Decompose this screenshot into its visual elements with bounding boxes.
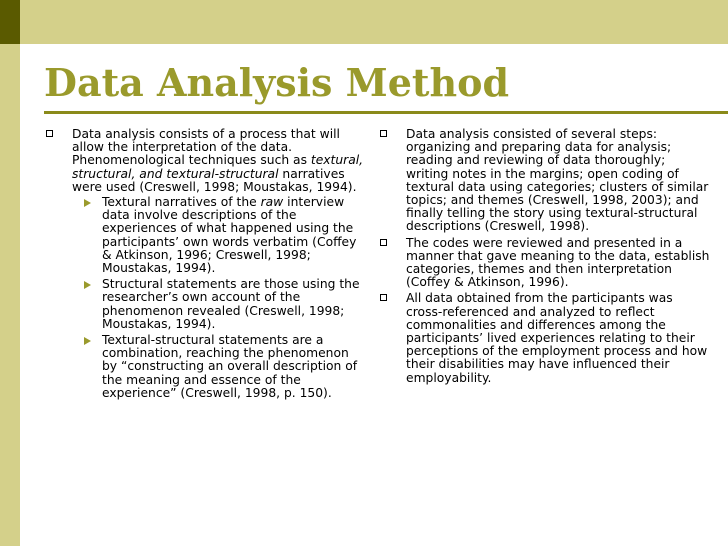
sub-bullet-textural — [76, 196, 364, 275]
bullet-text-part1: Data analysis consists of a process that will allow the interpretation of the data. Phenomenological techniques such as — [72, 127, 340, 168]
left-accent-bar — [0, 0, 20, 546]
bullet-text-emphasis: textural, structural, and textural-structural — [72, 153, 364, 181]
left-column — [46, 128, 364, 403]
title-underline — [44, 111, 728, 114]
bullet-text: All data obtained from the participants was cross-referenced and analyzed to reflect commonalities and differences among the participants’ lived experiences relating to their perceptions of the employment process and how their disabilities may have influenced their employability. — [406, 291, 708, 385]
square-bullet-icon — [380, 130, 387, 137]
sub-bullet-structural — [76, 278, 364, 331]
left-bar-dark — [0, 0, 20, 44]
bullet-cross-referenced — [380, 292, 710, 384]
sub-bullet-textural-structural — [76, 334, 364, 400]
slide-title: Data Analysis Method — [44, 60, 510, 105]
triangle-bullet-icon — [84, 281, 91, 289]
sub-bullet-text: Structural statements are those using the researcher’s own account of the phenomenon revealed (Creswell, 1998; Moustakas, 1994). — [102, 277, 360, 331]
left-bar-light — [0, 44, 20, 546]
bullet-text-part2: narratives were used (Creswell, 1998; Moustakas, 1994). — [72, 166, 357, 194]
top-accent-bar — [20, 0, 728, 44]
right-column — [380, 128, 710, 388]
sub-bullet-text: Textural-structural statements are a combination, reaching the phenomenon by “constructing an overall description of the meaning and essence of the experience” (Creswell, 1998, p. 150). — [102, 333, 358, 400]
sub-bullet-text-part1: Textural narratives of the — [102, 195, 261, 210]
bullet-text: The codes were reviewed and presented in a manner that gave meaning to the data, establish categories, themes and then interpretation (Coffey & Atkinson, 1996). — [406, 235, 710, 290]
bullet-analysis-steps — [380, 128, 710, 234]
bullet-codes-reviewed — [380, 237, 710, 290]
sub-bullet-text-part2: interview data involve descriptions of the experiences of what happened using the participants’ own words verbatim (Coffey & Atkinson, 1996; Creswell, 1998; Moustakas, 1994). — [102, 195, 357, 276]
triangle-bullet-icon — [84, 199, 91, 207]
square-bullet-icon — [46, 130, 53, 137]
square-bullet-icon — [380, 294, 387, 301]
sub-bullet-text-emphasis: raw — [260, 195, 284, 210]
triangle-bullet-icon — [84, 337, 91, 345]
bullet-data-analysis-process — [46, 128, 364, 400]
square-bullet-icon — [380, 239, 387, 246]
bullet-text: Data analysis consisted of several steps: organizing and preparing data for analysis; reading and reviewing of data thoroughly; writing notes in the margins; open coding of textural data using categories; clusters of similar topics; and themes (Creswell, 1998, 2003); and finally telling the story using textural-structural descriptions (Creswell, 1998). — [406, 127, 709, 234]
